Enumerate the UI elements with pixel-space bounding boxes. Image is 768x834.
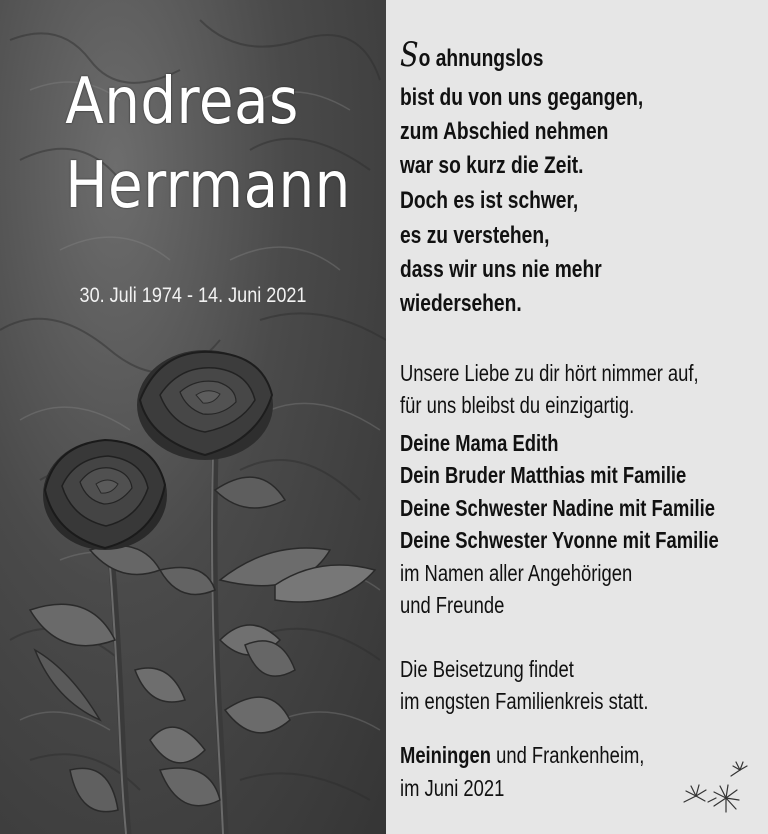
funeral-note-line: im engsten Familienkreis statt.: [400, 688, 649, 714]
family-member: Deine Schwester Yvonne mit Familie: [400, 527, 719, 553]
love-text-line: Unsere Liebe zu dir hört nimmer auf,: [400, 360, 699, 386]
text-panel: [386, 0, 768, 834]
poem-line: war so kurz die Zeit.: [400, 152, 584, 179]
life-dates: 30. Juli 1974 - 14. Juni 2021: [79, 284, 307, 307]
last-name: Herrmann: [65, 149, 351, 223]
poem-first-line-rest: o ahnungslos: [418, 45, 544, 72]
place-primary: Meiningen: [400, 742, 491, 768]
rose-back-bloom: [137, 350, 273, 460]
poem-line: dass wir uns nie mehr: [400, 256, 602, 283]
place-rest: und Frankenheim,: [490, 742, 645, 768]
deceased-name: [0, 60, 386, 228]
place-date: im Juni 2021: [400, 775, 505, 801]
poem-line: wiedersehen.: [400, 290, 522, 317]
family-member: Deine Mama Edith: [400, 430, 559, 456]
poem-line: zum Abschied nehmen: [400, 118, 609, 145]
poem-line: bist du von uns gegangen,: [400, 84, 644, 111]
family-member: Dein Bruder Matthias mit Familie: [400, 462, 687, 488]
rose-front-bloom: [43, 440, 167, 550]
love-text-line: für uns bleibst du einzigartig.: [400, 392, 635, 418]
poem-line: es zu verstehen,: [400, 222, 550, 249]
two-roses-image: [0, 340, 386, 834]
relatives-line: im Namen aller Angehörigen: [400, 560, 633, 586]
poem-first-line: [400, 35, 544, 76]
place-line: [400, 740, 644, 771]
relatives-line: und Freunde: [400, 592, 505, 618]
poem-initial: S: [400, 35, 419, 75]
dandelion-seeds-icon: [678, 758, 758, 818]
poem-line: Doch es ist schwer,: [400, 187, 579, 214]
funeral-note-line: Die Beisetzung findet: [400, 656, 574, 682]
first-name: Andreas: [65, 65, 299, 139]
family-member: Deine Schwester Nadine mit Familie: [400, 495, 715, 521]
